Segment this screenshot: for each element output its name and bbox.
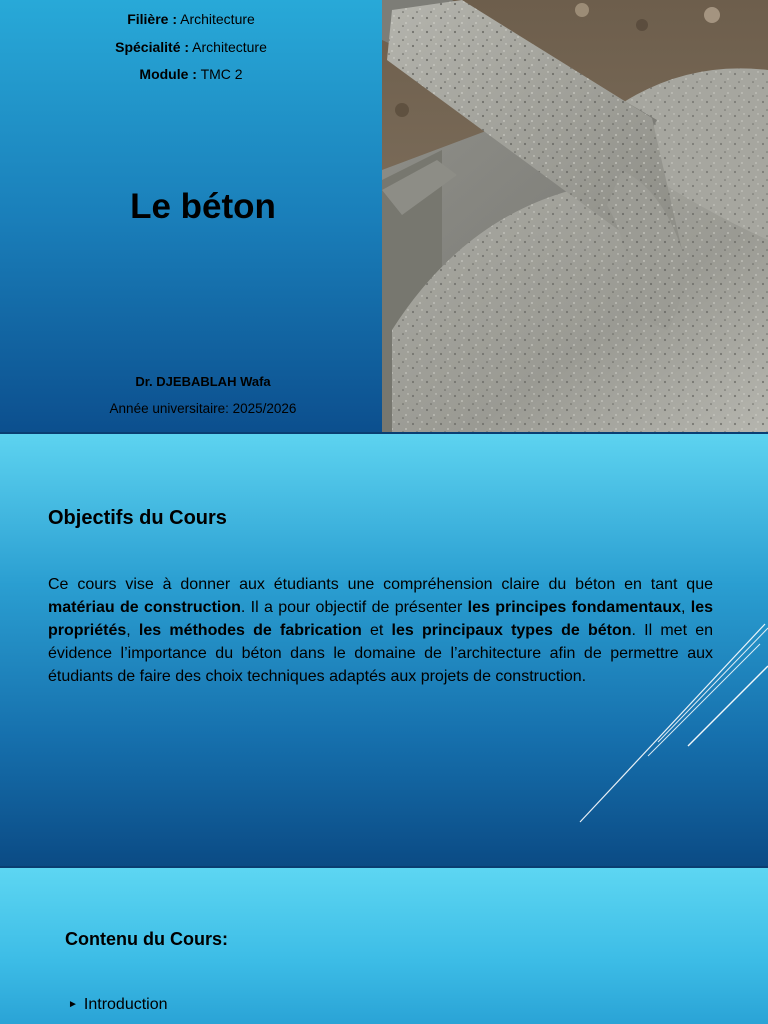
body-bold-4: les méthodes de fabrication [138, 622, 362, 639]
objectives-slide [0, 434, 768, 866]
triangle-right-icon: ► [68, 999, 78, 1010]
filiere-line [0, 11, 382, 27]
filiere-value: Architecture [180, 11, 255, 27]
list-item [68, 996, 168, 1014]
objectives-heading: Objectifs du Cours [48, 507, 227, 529]
contents-slide [0, 868, 768, 1024]
body-text-1: Ce cours vise à donner aux étudiants une compréhension claire du béton en tant que [48, 576, 713, 593]
filiere-label: Filière : [127, 11, 177, 27]
body-bold-5: les principaux types de béton [391, 622, 632, 639]
body-bold-2: les principes fondamentaux [467, 599, 681, 616]
decorative-lines [560, 604, 768, 834]
slide-title: Le béton [130, 187, 276, 226]
body-text-5: et [361, 622, 392, 639]
specialite-value: Architecture [192, 39, 267, 55]
body-text-3: , [681, 599, 691, 616]
concrete-pouring-photo [382, 0, 768, 432]
module-label: Module : [139, 66, 197, 82]
academic-year: Année universitaire: 2025/2026 [109, 401, 297, 416]
module-value: TMC 2 [200, 66, 243, 82]
specialite-line [0, 39, 382, 55]
body-bold-1: matériau de construction [48, 599, 241, 616]
module-line [0, 66, 382, 82]
list-item-label: Introduction [83, 996, 168, 1013]
body-text-6: . Il met en évidence l’importance du béton dans le domaine de l’architecture afin de permettre aux étudiants de faire des choix techniques adaptés aux projets de construction. [48, 622, 714, 685]
title-slide [0, 0, 768, 432]
body-text-4: , [126, 622, 139, 639]
body-text-2: . Il a pour objectif de présenter [240, 599, 468, 616]
specialite-label: Spécialité : [115, 39, 190, 55]
contents-heading: Contenu du Cours: [65, 929, 228, 949]
body-bold-3: les propriétés [48, 599, 714, 639]
author-name: Dr. DJEBABLAH Wafa [135, 374, 271, 389]
